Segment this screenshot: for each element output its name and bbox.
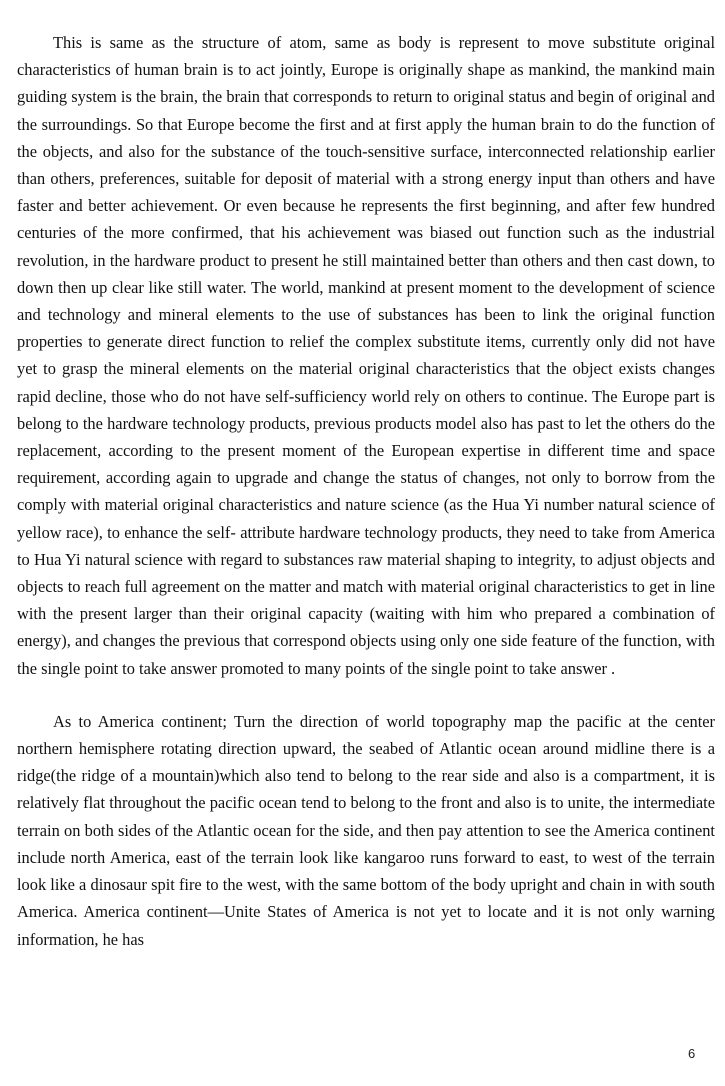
paragraph-gap (17, 682, 715, 708)
page-number: 6 (688, 1046, 696, 1061)
paragraph-2: As to America continent; Turn the direction of world topography map the pacific at the center northern hemisphere rotating direction upward, the seabed of Atlantic ocean around midline there is a ridge(the ridge of a mountain)which also tend to belong to the rear side and also is a compartment, it is relatively flat throughout the pacific ocean tend to belong to the front and also is to unite, the intermediate terrain on both sides of the Atlantic ocean for the side, and then pay attention to see the America continent include north America, east of the terrain look like kangaroo runs forward to east, to west of the terrain look like a dinosaur spit fire to the west, with the same bottom of the body upright and chain in with south America. America continent—Unite States of America is not yet to locate and it is not only warning information, he has (17, 711, 715, 949)
paragraph-1: This is same as the structure of atom, same as body is represent to move substitute original characteristics of human brain is to act jointly, Europe is originally shape as mankind, the mankind main guiding system is the brain, the brain that corresponds to return to original status and begin of original and the surroundings. So that Europe become the first and at first apply the human brain to do the function of the objects, and also for the substance of the touch-sensitive surface, interconnected relationship earlier than others, preferences, suitable for deposit of material with a strong energy input than others and have faster and better achievement. Or even because he represents the first beginning, and after few hundred centuries of the more confirmed, that his achievement was biased out function such as the industrial revolution, in the hardware product to present he still maintained better than others and then cast down, to down then up clear like still water. The world, mankind at present moment to the development of science and technology and mineral elements to the use of substances has been to link the original function properties to generate direct function to relief the complex substitute items, currently only did not have yet to grasp the mineral elements on the material original characteristics that the object exists changes rapid decline, those who do not have self-sufficiency world rely on others to continue. The Europe part is belong to the hardware technology products, previous products model also has past to let the others do the replacement, according to the present moment of the European expertise in different time and space requirement, according again to upgrade and change the status of changes, not only to borrow from the comply with material original characteristics and nature science (as the Hua Yi number natural science of yellow race), to enhance the self- attribute hardware technology products, they need to take from America to Hua Yi natural science with regard to substances raw material shaping to integrity, to adjust objects and objects to reach full agreement on the matter and match with material original characteristics to get in line with the present larger than their original capacity (waiting with him who prepared a combination of energy), and changes the previous that correspond objects using only one side feature of the function, with the single point to take answer promoted to many points of the single point to take answer . (17, 33, 715, 678)
document-page (17, 29, 715, 953)
